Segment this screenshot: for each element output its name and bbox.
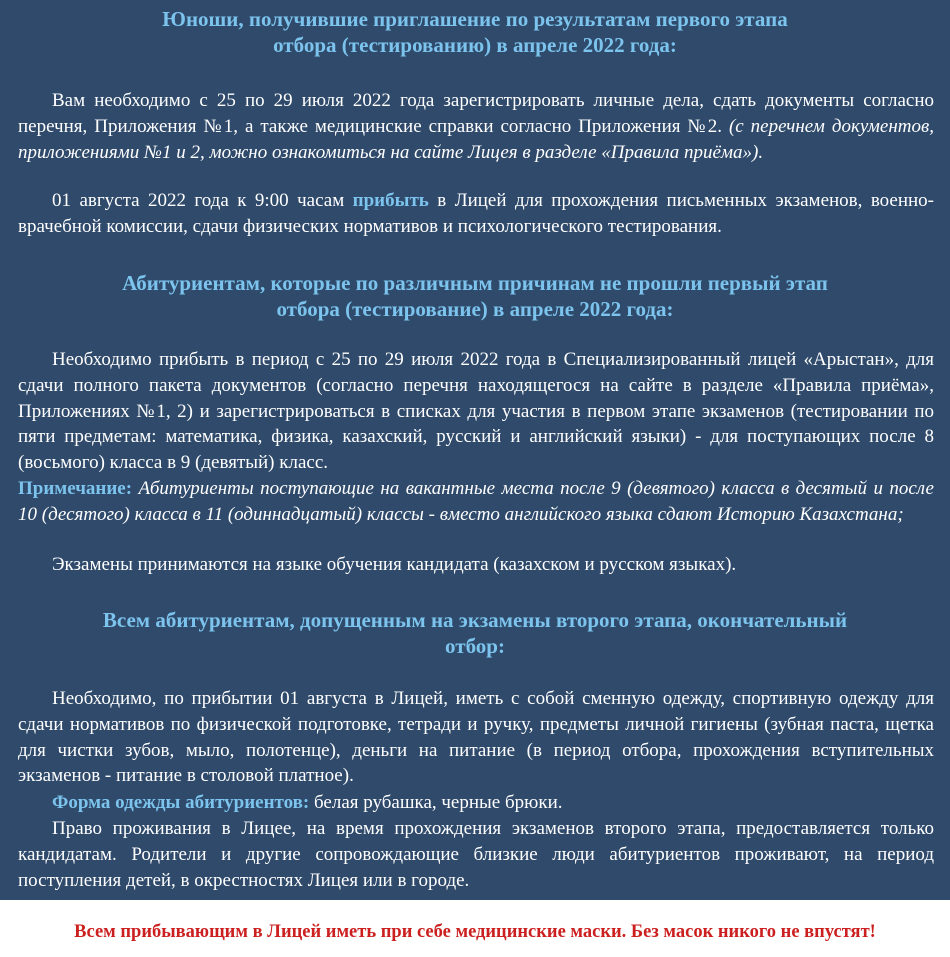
section2-p2: Экзамены принимаются на языке обучения кандидата (казахском и русском языках). [52, 554, 737, 575]
section1-p1: Вам необходимо с 25 по 29 июля 2022 года зарегистрировать личные дела, сдать документы согласно перечня, Приложения №1, а также медицинские справки согласно Приложения №2. [18, 90, 934, 137]
section3-p1: Необходимо, по прибытии 01 августа в Лицей, иметь с собой сменную одежду, спортивную одежду для сдачи нормативов по физической подготовке, тетради и ручку, предметы личной гигиены (зубная паста, щетка для чистки зубов, мыло, полотенце), деньги на питание (в период отбора, прохождения вступительных экзаменов - питание в столовой платное). [18, 688, 934, 787]
section1-p2-before: 01 августа 2022 года к 9:00 часам [52, 190, 353, 211]
section3-dress-text: белая рубашка, черные брюки. [309, 792, 563, 813]
section2-p1: Необходимо прибыть в период с 25 по 29 июля 2022 года в Специализированный лицей «Арыстан», для сдачи полного пакета документов (согласно перечня находящегося на сайте в разделе «Правила приёма», Приложениях №1, 2) и зарегистрироваться в списках для участия в первом этапе экзаменов (тестировании по пяти предметам: математика, физика, казахский, русский и английский языки) - для поступающих после 8 (восьмого) класса в 9 (девятый) класс. [18, 349, 934, 474]
section2-note-label: Примечание: [18, 478, 133, 499]
section1-arrival-paragraph [18, 188, 934, 240]
section2-note-text: Абитуриенты поступающие на вакантные места после 9 (девятого) класса в десятый и после 10 (десятого) класса в 11 (одиннадцатый) классы - вместо английского языка сдают Историю Казахстана; [18, 478, 934, 525]
section1-p2-highlight: прибыть [352, 190, 429, 211]
section3-dress-code [18, 790, 934, 816]
section2-note [18, 476, 934, 528]
section1-heading: Юноши, получившие приглашение по результатам первого этапа отбора (тестированию) в апреле 2022 года: [162, 7, 788, 57]
section2-heading: Абитуриентам, которые по различным причинам не прошли первый этап отбора (тестирование) в апреле 2022 года: [122, 271, 828, 321]
mask-warning: Всем прибывающим в Лицей иметь при себе медицинские маски. Без масок никого не впустят! [74, 922, 876, 942]
section3-dress-label: Форма одежды абитуриентов: [52, 792, 310, 813]
section3-p2: Право проживания в Лицее, на время прохождения экзаменов второго этапа, предоставляется только кандидатам. Родители и другие сопровождающие близкие люди абитуриентов проживают, на период поступления детей, в окрестностях Лицея или в городе. [18, 818, 934, 891]
section1-paragraph [18, 88, 934, 165]
section1-p2-after: в Лицей для прохождения письменных экзаменов, военно-врачебной комиссии, сдачи физических нормативов и психологического тестирования. [18, 190, 934, 237]
section3-heading: Всем абитуриентам, допущенным на экзамены второго этапа, окончательный отбор: [102, 608, 848, 658]
section1-p1-italic: (с перечнем документов, приложениями №1 и 2, можно ознакомиться на сайте Лицея в разделе «Правила приёма»). [18, 115, 934, 163]
